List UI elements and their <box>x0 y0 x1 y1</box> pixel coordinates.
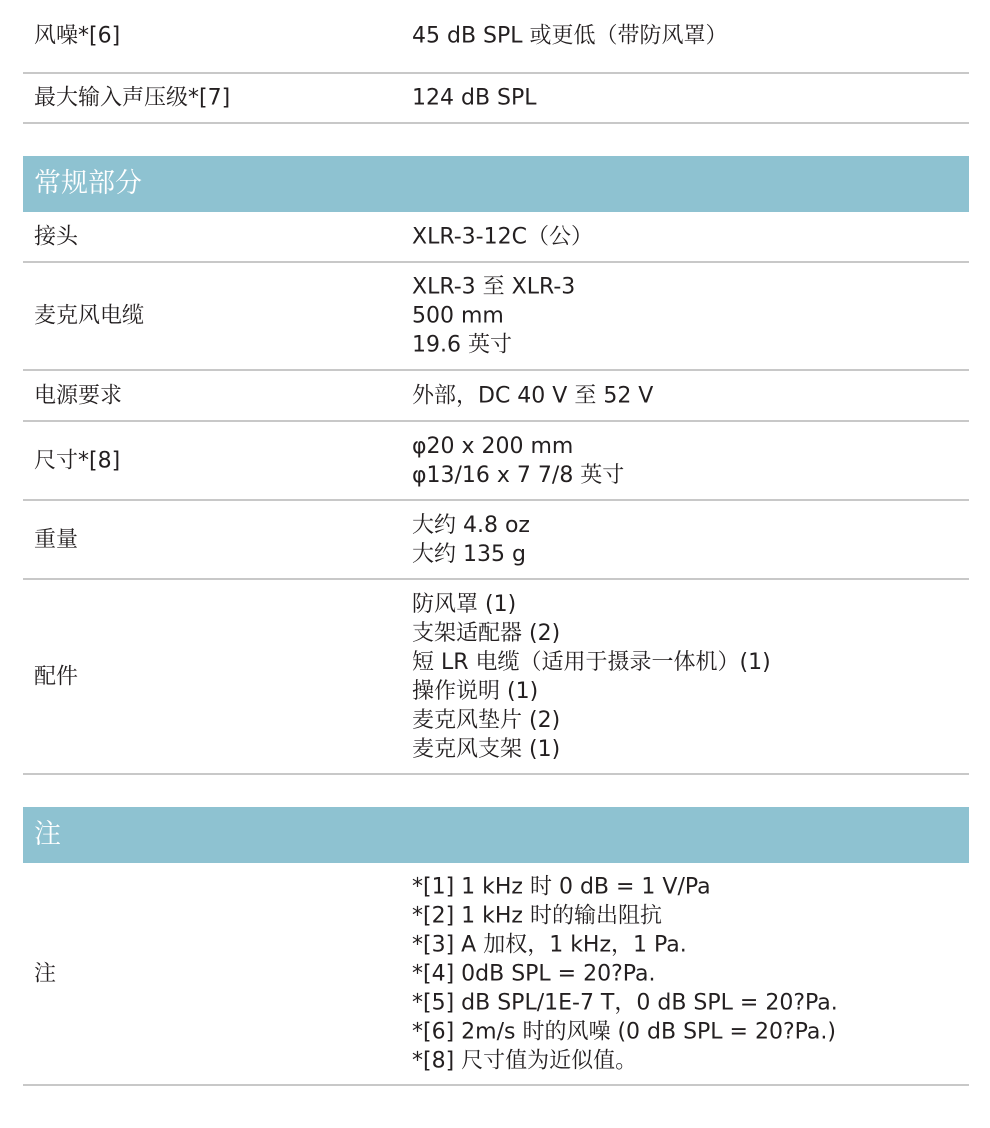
spec-label: 风噪*[6] <box>34 23 121 49</box>
spec-label: 接头 <box>34 224 79 249</box>
spec-value-line: XLR-3 至 XLR-3 <box>412 274 576 300</box>
spec-value-line: φ20 x 200 mm <box>412 433 574 459</box>
spec-value-line: 大约 135 g <box>412 541 526 567</box>
spec-value <box>412 381 653 410</box>
spec-value <box>412 590 771 764</box>
spec-value-line: 500 mm <box>412 303 504 329</box>
spec-row-notes <box>23 863 969 1086</box>
spec-value-line: *[6] 2m/s 时的风噪 (0 dB SPL = 20?Pa.) <box>412 1019 836 1044</box>
spec-value-line: 防风罩 (1) <box>412 591 517 617</box>
spec-row-wind-noise <box>23 0 969 74</box>
spec-value-line: 45 dB SPL 或更低（带防风罩） <box>412 23 728 49</box>
spec-value-line: *[2] 1 kHz 时的输出阻抗 <box>412 903 662 928</box>
spec-row-max-spl <box>23 74 969 124</box>
spec-label: 麦克风电缆 <box>34 303 145 329</box>
spec-value-line: *[4] 0dB SPL = 20?Pa. <box>412 961 656 986</box>
spec-row-power <box>23 371 969 422</box>
spec-value <box>412 273 575 360</box>
spec-value-line: 麦克风垫片 (2) <box>412 707 561 733</box>
spec-value-line: *[5] dB SPL/1E-7 T，0 dB SPL = 20?Pa. <box>412 990 838 1015</box>
spec-label: 最大输入声压级*[7] <box>34 85 231 111</box>
spec-value-line: 麦克风支架 (1) <box>412 736 561 762</box>
spec-row-connector <box>23 212 969 263</box>
spec-value <box>412 84 537 113</box>
section-title: 注 <box>34 819 61 850</box>
spec-label: 重量 <box>34 527 79 552</box>
spec-label: 配件 <box>34 664 79 689</box>
spec-value-line: *[1] 1 kHz 时 0 dB = 1 V/Pa <box>412 874 711 899</box>
spec-label: 注 <box>34 961 57 986</box>
spec-value-line: *[3] A 加权，1 kHz，1 Pa. <box>412 932 687 957</box>
spec-row-accessories <box>23 580 969 775</box>
spec-value-line: 支架适配器 (2) <box>412 620 561 646</box>
spec-value-line: 大约 4.8 oz <box>412 512 530 538</box>
spec-value-line: *[8] 尺寸值为近似值。 <box>412 1048 638 1073</box>
spec-row-cable <box>23 263 969 371</box>
spec-value-line: 124 dB SPL <box>412 85 537 111</box>
spec-value <box>412 511 530 569</box>
spec-value <box>412 872 838 1075</box>
spec-row-weight <box>23 501 969 580</box>
spec-value-line: XLR-3-12C（公） <box>412 224 593 249</box>
spec-value-line: 19.6 英寸 <box>412 332 512 358</box>
spec-value-line: φ13/16 x 7 7/8 英寸 <box>412 462 625 488</box>
spec-value <box>412 222 593 251</box>
spec-value-line: 操作说明 (1) <box>412 678 539 704</box>
spec-value <box>412 22 728 51</box>
spec-label: 电源要求 <box>34 383 123 408</box>
spec-value-line: 短 LR 电缆（适用于摄录一体机）(1) <box>412 649 771 675</box>
section-header-general <box>23 156 969 212</box>
spec-label: 尺寸*[8] <box>34 448 121 473</box>
section-title: 常规部分 <box>34 168 142 199</box>
section-header-notes <box>23 807 969 863</box>
spec-value <box>412 432 624 490</box>
spec-row-dimensions <box>23 422 969 501</box>
spec-value-line: 外部，DC 40 V 至 52 V <box>412 383 654 408</box>
